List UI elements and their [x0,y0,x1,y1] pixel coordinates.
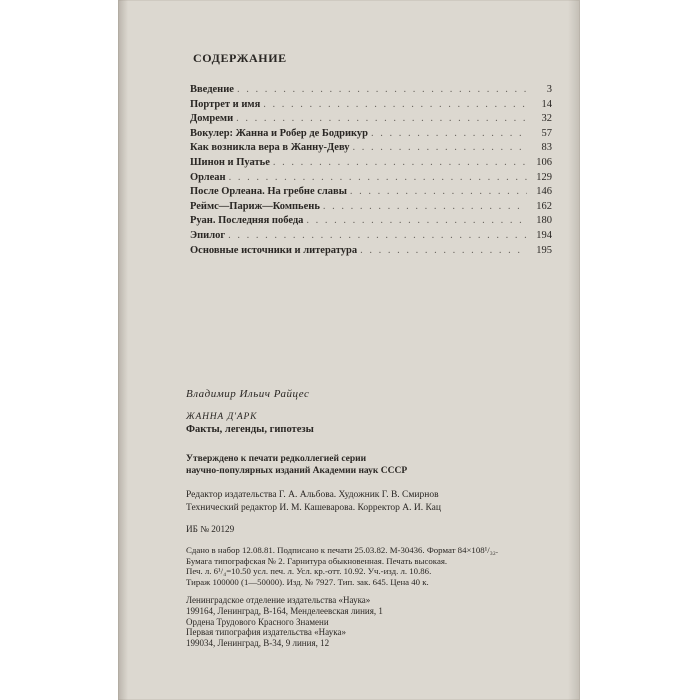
page-edge-shadow [568,0,580,700]
editors-line: Технический редактор И. М. Кашеварова. Корректор А. И. Кац [186,503,441,513]
publishing-line: Печ. л. 6¹/₄=10.50 усл. печ. л. Усл. кр.-отт. 10.92. Уч.-изд. л. 10.86. [186,566,432,577]
toc-entry-title: Реймс—Париж—Компьень [190,200,320,212]
toc-entry-title: Портрет и имя [190,98,261,110]
toc-leader-dots [371,128,527,139]
toc-entry-title: Введение [190,84,234,95]
toc-entry-page: 180 [536,215,552,227]
toc-entry [190,99,552,114]
toc-leader-dots [360,245,527,256]
approval-line: научно-популярных изданий Академии наук СССР [186,466,408,476]
toc-entry-page: 129 [536,171,552,183]
publisher-address [186,595,566,649]
toc-leader-dots [353,142,527,153]
author-name: Владимир Ильич Райцес [186,388,310,400]
toc-entry [190,113,552,128]
toc-entry-title: Орлеан [190,171,226,183]
toc-entry-page: 106 [536,156,552,168]
toc-entry [190,245,552,260]
book-subtitle: Факты, легенды, гипотезы [186,424,314,435]
address-line: Ордена Трудового Красного Знамени [186,616,329,627]
toc-entry-title: Вокулер: Жанна и Робер де Бодрикур [190,127,368,139]
toc-entry [190,230,552,245]
toc-entry-page: 162 [536,200,552,212]
address-line: Первая типография издательства «Наука» [186,627,346,638]
address-line: Ленинградское отделение издательства «Наука» [186,595,371,605]
approval-note [186,454,566,478]
book-title: ЖАННА Д'АРК [186,412,258,422]
table-of-contents [190,84,552,259]
editors-line: Редактор издательства Г. А. Альбова. Художник Г. В. Смирнов [186,490,439,500]
toc-entry [190,157,552,172]
publishing-line: Тираж 100000 (1—50000). Изд. № 7927. Тип. зак. 645. Цена 40 к. [186,576,429,587]
toc-leader-dots [237,84,527,95]
toc-entry-page: 3 [546,84,552,95]
toc-entry-title: Домреми [190,113,234,125]
toc-entry [190,201,552,216]
publishing-line: Сдано в набор 12.08.81. Подписано к печати 25.03.82. М-30436. Формат 84×108¹/₃₂. [186,545,499,555]
toc-entry [190,215,552,230]
publishing-line: Бумага типографская № 2. Гарнитура обыкновенная. Печать высокая. [186,555,448,566]
toc-leader-dots [229,172,527,183]
toc-leader-dots [323,201,527,212]
toc-entry [190,172,552,187]
toc-entry [190,128,552,143]
toc-leader-dots [228,230,527,241]
toc-entry-title: После Орлеана. На гребне славы [190,186,347,198]
toc-entry-title: Эпилог [190,229,226,241]
editors-credits [186,490,566,516]
toc-leader-dots [350,186,527,197]
toc-entry-page: 57 [541,127,552,139]
toc-leader-dots [236,113,527,124]
toc-entry-title: Основные источники и литература [190,244,358,256]
toc-entry-page: 32 [541,113,552,125]
toc-entry [190,84,552,99]
address-line: 199034, Ленинград, В-34, 9 линия, 12 [186,638,330,649]
toc-entry-page: 194 [536,229,552,241]
toc-entry-page: 14 [541,98,552,110]
toc-entry-page: 146 [536,186,552,198]
toc-heading: СОДЕРЖАНИЕ [193,51,287,65]
address-line: 199164, Ленинград, В-164, Менделеевская линия, 1 [186,605,383,616]
publishing-details [186,545,566,587]
page-gutter-shadow [118,0,128,700]
toc-entry-page: 195 [536,244,552,256]
toc-entry-title: Как возникла вера в Жанну-Деву [190,142,350,154]
toc-entry [190,142,552,157]
approval-line: Утверждено к печати редколлегией серии [186,454,367,464]
ib-number: ИБ № 20129 [186,524,235,534]
toc-leader-dots [263,99,527,110]
toc-entry-page: 83 [541,142,552,154]
toc-leader-dots [273,157,527,168]
toc-entry-title: Руан. Последняя победа [190,215,304,227]
toc-leader-dots [306,215,527,226]
toc-entry-title: Шинон и Пуатье [190,156,270,168]
toc-entry [190,186,552,201]
